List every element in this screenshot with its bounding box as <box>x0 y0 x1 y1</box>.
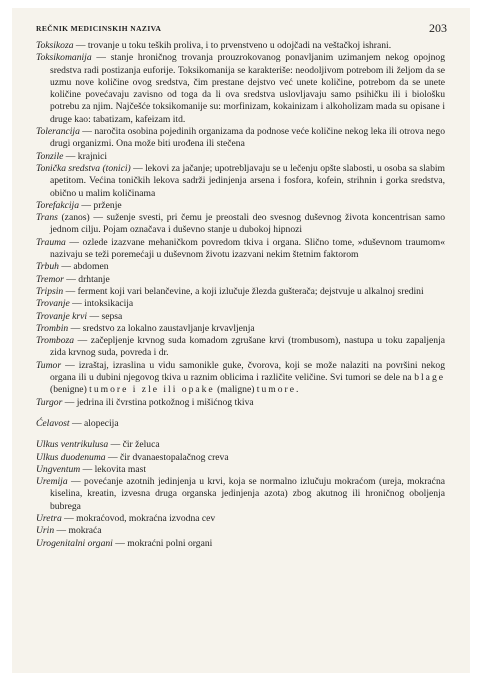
entry-term: Trauma <box>36 236 66 248</box>
entry-term: Trans <box>36 212 58 224</box>
dictionary-entry <box>36 439 445 451</box>
dictionary-entry <box>36 311 445 323</box>
page-number: 203 <box>429 21 447 35</box>
entry-definition: — ferment koji vari belančevine, a koji izlučuje žlezda gušterača; dejstvuje u alkalnoj sredini <box>63 285 424 297</box>
dictionary-entry <box>36 298 445 310</box>
entry-term: Tromboza <box>36 335 75 347</box>
dictionary-entry <box>36 151 445 163</box>
dictionary-entry <box>36 360 445 397</box>
entry-term: Tripsin <box>36 285 64 297</box>
dictionary-entry <box>36 40 445 52</box>
entry-definition: — mokraća <box>54 525 102 537</box>
entry-term: Ungventum <box>36 463 81 475</box>
dictionary-entry <box>36 163 445 200</box>
entry-term: Ulkus ventrikulusa <box>36 439 109 451</box>
dictionary-entry <box>36 513 445 525</box>
dictionary-entry <box>36 335 445 360</box>
entry-term: Trovanje <box>36 298 70 310</box>
entry-term: Toksikomanija <box>36 52 92 64</box>
dictionary-entry <box>36 52 445 126</box>
entry-term: Torefakcija <box>36 199 79 211</box>
entry-emphasis: tumore. <box>256 384 301 396</box>
dictionary-entry <box>36 323 445 335</box>
entry-term: Turgor <box>36 396 63 408</box>
entry-definition: — lekovita mast <box>80 463 147 475</box>
entry-definition: — intoksikacija <box>69 298 134 310</box>
entry-definition: (maligne) <box>214 384 257 396</box>
entry-definition: — sredstvo za lokalno zaustavljanje krvavljenja <box>68 322 255 334</box>
entry-emphasis: blage <box>414 372 445 384</box>
entry-definition: — naročita osobina pojedinih organizama da podnose veće količine nekog leka ili otrova nego drugi organizmi. Ona može biti urođena ili stečena <box>50 126 445 150</box>
entry-definition: — čir dvanaestopalačnog creva <box>105 451 229 463</box>
entry-term: Urin <box>36 525 55 537</box>
dictionary-entry <box>36 452 445 464</box>
dictionary-entry <box>36 538 445 550</box>
entry-definition: — sepsa <box>87 310 123 322</box>
page-header <box>36 14 445 40</box>
entry-definition: — drhtanje <box>63 273 110 285</box>
entry-definition: — mokraćni polni organi <box>112 537 213 549</box>
entry-term: Tolerancija <box>36 126 80 138</box>
dictionary-entry <box>36 418 445 430</box>
dictionary-entry <box>36 237 445 262</box>
entry-definition: — povećanje azotnih jedinjenja u krvi, koja se normalno izlučuju mokraćom (ureja, mokraćna kiselina, kreatin, izvesna druga organska jedinjenja azota) zbog akutnog ili hroničnog oboljenja bubrega <box>50 476 445 512</box>
entry-definition: — čir želuca <box>108 439 160 451</box>
dictionary-entry <box>36 397 445 409</box>
entry-definition: (benigne) <box>50 384 90 396</box>
entry-term: Uremija <box>36 476 68 488</box>
entry-term: Tremor <box>36 273 64 285</box>
entry-definition: — alopecija <box>69 417 119 429</box>
entry-definition: — krajnici <box>63 150 108 162</box>
dictionary-entry <box>36 286 445 298</box>
section-gap <box>36 430 445 439</box>
entry-definition: — izraštaj, izraslina u vidu samonikle guke, čvorova, koji se može nalaziti na površini nekog organa ili u dubini njegovog tkiva u raznim oblicima i različite veličine. Svi tumori se dele na <box>50 359 445 384</box>
entry-definition: — prženje <box>79 199 122 211</box>
book-page <box>12 8 470 673</box>
entry-term: Uretra <box>36 512 62 524</box>
dictionary-entry <box>36 525 445 537</box>
running-head: REČNIK MEDICINSKIH NAZIVA <box>36 24 162 33</box>
entry-term: Toksikoza <box>36 40 74 51</box>
entry-definition: (zanos) — suženje svesti, pri čemu je preostali deo svesnog duševnog života koncentrisan samo jednom cilju. Pojam označava i duševno stanje u dubokoj hipnozi <box>50 212 445 236</box>
entry-term: Trbuh <box>36 261 59 273</box>
entry-term: Urogenitalni organi <box>36 537 113 549</box>
entry-term: Trovanje krvi <box>36 310 88 322</box>
entry-definition: — trovanje u toku teških proliva, i to prvenstveno u odojčadi na veštačkoj ishrani. <box>73 40 392 51</box>
entry-definition: — začepljenje krvnog suda komadom zgrušane krvi (trombusom), nastupa u toku zapaljenja zida krvnog suda, povreda i dr. <box>50 335 445 359</box>
entry-emphasis: tumore i zle ili opake <box>89 384 215 396</box>
dictionary-entry <box>36 126 445 151</box>
entry-term: Trombin <box>36 322 69 334</box>
dictionary-entry <box>36 212 445 237</box>
entry-definition: — abdomen <box>58 261 109 273</box>
dictionary-entry <box>36 261 445 273</box>
entry-definition: — ozlede izazvane mehaničkom povredom tkiva i organa. Slično tome, »duševnom traumom« nazivaju se teži poremećaji u duševnom životu izazvani nekim štetnim faktorom <box>50 236 445 261</box>
entry-term: Tonička sredstva (tonici) <box>36 162 131 174</box>
dictionary-entry <box>36 200 445 212</box>
entry-definition: — stanje hroničnog trovanja prouzrokovanog ponavljanim uzimanjem nekog opojnog sredstva radi postizanja euforije. Toksikomanija se karakteriše: neodoljivom potrebom ili željom da se uzmu nove količine ovog sredstva, čim prestane dejstvo već unete količine, potrebom da se unete količine povećavaju zavisno od toga da li ova sredstva uslovljavaju samo psihičku ili i biološku potrebu za njim. Najčešće toksikomanije su: morfinizam, kokainizam i alkoholizam mada su opisane i druge kao: tabatizam, kafeizam itd. <box>50 52 445 125</box>
dictionary-entry <box>36 464 445 476</box>
entry-definition: — mokraćovod, mokraćna izvodna cev <box>61 512 216 524</box>
entry-definition: — jedrina ili čvrstina potkožnog i mišićnog tkiva <box>62 396 254 408</box>
entry-term: Ćelavost <box>36 417 70 429</box>
dictionary-entry <box>36 476 445 513</box>
entry-definition: — lekovi za jačanje; upotrebljavaju se u lečenju opšte slabosti, u osoba sa slabim apetitom. Većina toničkih lekova sadrži jedinjenja arsena i fosfora, kofein, strihnin i gorka sredstva, obično u malim količinama <box>50 162 445 199</box>
entry-term: Ulkus duodenuma <box>36 451 106 463</box>
entry-term: Tonzile <box>36 150 64 162</box>
entry-term: Tumor <box>36 359 62 371</box>
section-gap <box>36 409 445 418</box>
dictionary-entries <box>36 40 445 550</box>
dictionary-entry <box>36 274 445 286</box>
